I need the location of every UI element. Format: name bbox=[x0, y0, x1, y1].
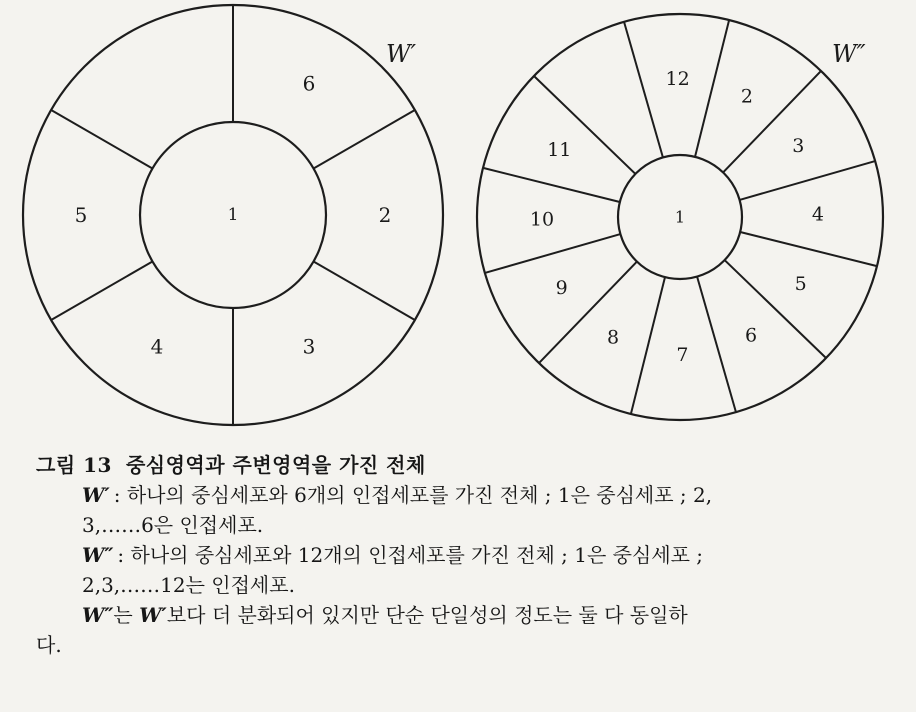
segment-label: 6 bbox=[745, 324, 758, 347]
segment-divider bbox=[483, 168, 620, 202]
caption-w-prime-text: : 하나의 중심세포와 6개의 인접세포를 가진 전체 ; 1은 중심세포 ; 2, bbox=[113, 483, 713, 507]
caption-w-prime-cont: 3,……6은 인접세포. bbox=[82, 513, 264, 537]
segment-label: 3 bbox=[302, 334, 316, 359]
caption-comparison-w2: W″ bbox=[82, 603, 114, 627]
segment-divider bbox=[314, 262, 415, 321]
caption-w-double-prime-text: : 하나의 중심세포와 12개의 인접세포를 가진 전체 ; 1은 중심세포 ; bbox=[117, 543, 704, 567]
center-label: 1 bbox=[674, 207, 686, 227]
segment-label: 11 bbox=[547, 139, 572, 162]
caption-w-double-prime-line bbox=[36, 540, 896, 570]
segment-label: 3 bbox=[792, 134, 805, 157]
caption-comparison-w1: W′ bbox=[139, 603, 167, 627]
segment-divider bbox=[51, 110, 152, 169]
segment-label: 6 bbox=[302, 71, 316, 96]
caption-w-double-prime-lead: W″ bbox=[82, 543, 114, 567]
center-label: 1 bbox=[227, 205, 239, 225]
segment-divider bbox=[740, 161, 876, 200]
segment-label: 8 bbox=[607, 326, 620, 349]
segment-divider bbox=[314, 110, 415, 169]
segment-divider bbox=[485, 234, 621, 273]
segment-label: 7 bbox=[676, 343, 689, 366]
label-w-double-prime: W″ bbox=[832, 40, 866, 68]
caption-comparison bbox=[36, 600, 896, 630]
caption-title-line bbox=[36, 450, 896, 480]
figure-caption bbox=[36, 450, 896, 660]
caption-comparison-text: 보다 더 분화되어 있지만 단순 단일성의 정도는 둘 다 동일하 bbox=[166, 603, 688, 627]
segment-label: 5 bbox=[794, 272, 807, 295]
segment-divider bbox=[695, 20, 729, 157]
caption-w-double-prime-cont: 2,3,……12는 인접세포. bbox=[82, 573, 295, 597]
figure-number: 그림 13 bbox=[36, 453, 112, 477]
segment-divider bbox=[631, 277, 665, 414]
segment-label: 5 bbox=[74, 203, 88, 227]
segment-label: 12 bbox=[665, 68, 690, 91]
segment-label: 9 bbox=[555, 277, 568, 300]
caption-w-prime-lead: W′ bbox=[82, 483, 110, 507]
figure-title: 중심영역과 주변영역을 가진 전체 bbox=[125, 453, 426, 477]
segment-label: 4 bbox=[150, 334, 164, 359]
segment-label: 10 bbox=[529, 208, 555, 231]
segment-label: 4 bbox=[811, 203, 825, 226]
segment-divider bbox=[51, 262, 152, 321]
label-w-prime: W′ bbox=[386, 40, 417, 68]
segment-divider bbox=[723, 71, 821, 172]
segment-label: 2 bbox=[740, 85, 753, 108]
segment-divider bbox=[740, 232, 877, 266]
segment-divider bbox=[624, 22, 663, 158]
caption-w-prime-line bbox=[36, 480, 896, 510]
caption-comparison-end: 다. bbox=[36, 633, 62, 657]
caption-comparison-particle: 는 bbox=[113, 603, 133, 627]
segment-divider bbox=[725, 260, 826, 358]
segment-divider bbox=[539, 262, 637, 363]
diagram-w-prime bbox=[23, 5, 443, 425]
segment-label: 2 bbox=[378, 203, 392, 227]
diagram-w-double-prime bbox=[477, 14, 883, 420]
segment-divider bbox=[697, 277, 736, 413]
